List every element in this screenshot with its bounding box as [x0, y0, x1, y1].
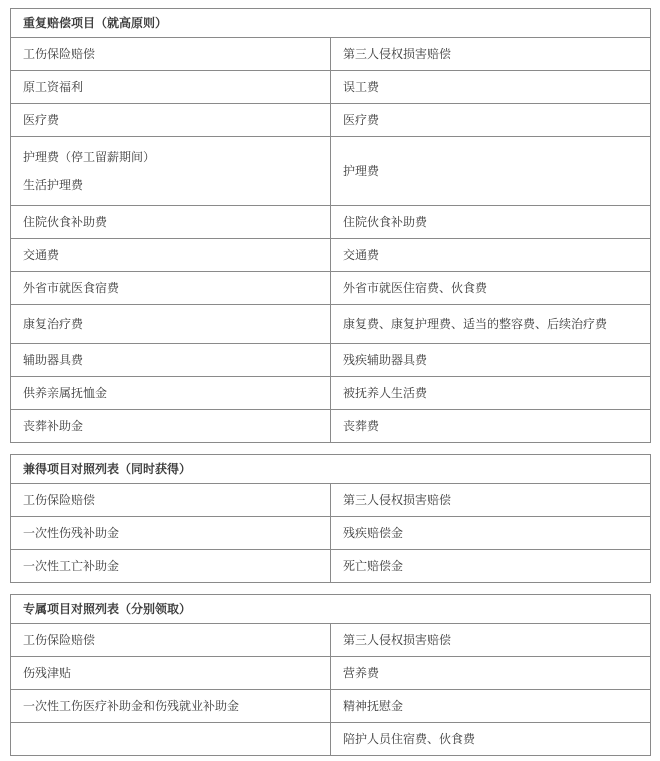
table-cell: 伤残津贴 [11, 657, 331, 690]
table-cell: 第三人侵权损害赔偿 [331, 624, 651, 657]
table-cell: 工伤保险赔偿 [11, 38, 331, 71]
table-cell: 残疾辅助器具费 [331, 344, 651, 377]
table-cell: 原工资福利 [11, 71, 331, 104]
table-cell: 医疗费 [11, 104, 331, 137]
table-cell: 工伤保险赔偿 [11, 624, 331, 657]
exclusive-compensation-table [10, 594, 651, 756]
table-cell: 住院伙食补助费 [331, 206, 651, 239]
table-cell: 供养亲属抚恤金 [11, 377, 331, 410]
table-cell: 辅助器具费 [11, 344, 331, 377]
concurrent-compensation-table [10, 454, 651, 583]
table-cell: 一次性伤残补助金 [11, 517, 331, 550]
repeated-compensation-table [10, 8, 651, 443]
table-cell: 误工费 [331, 71, 651, 104]
table-cell: 一次性工亡补助金 [11, 550, 331, 583]
table-cell: 康复治疗费 [11, 305, 331, 344]
table-cell: 丧葬补助金 [11, 410, 331, 443]
table-cell: 交通费 [331, 239, 651, 272]
table-cell: 第三人侵权损害赔偿 [331, 38, 651, 71]
table-cell: 被抚养人生活费 [331, 377, 651, 410]
table-cell: 死亡赔偿金 [331, 550, 651, 583]
cell-line: 生活护理费 [23, 178, 84, 192]
table-cell: 一次性工伤医疗补助金和伤残就业补助金 [11, 690, 331, 723]
table-cell: 第三人侵权损害赔偿 [331, 484, 651, 517]
table-cell: 康复费、康复护理费、适当的整容费、后续治疗费 [331, 305, 651, 344]
table-cell: 交通费 [11, 239, 331, 272]
table-cell: 工伤保险赔偿 [11, 484, 331, 517]
cell-line: 护理费（停工留薪期间） [23, 150, 156, 164]
section-title: 专属项目对照列表（分别领取） [11, 595, 651, 624]
table-cell: 陪护人员住宿费、伙食费 [331, 723, 651, 756]
section-title: 兼得项目对照列表（同时获得） [11, 455, 651, 484]
table-cell: 住院伙食补助费 [11, 206, 331, 239]
table-cell: 残疾赔偿金 [331, 517, 651, 550]
section-title: 重复赔偿项目（就高原则） [11, 9, 651, 38]
table-cell: 精神抚慰金 [331, 690, 651, 723]
table-cell: 外省市就医食宿费 [11, 272, 331, 305]
table-cell: 营养费 [331, 657, 651, 690]
table-cell [11, 137, 331, 206]
table-cell: 医疗费 [331, 104, 651, 137]
table-cell: 丧葬费 [331, 410, 651, 443]
table-cell: 外省市就医住宿费、伙食费 [331, 272, 651, 305]
table-cell [11, 723, 331, 756]
table-cell: 护理费 [331, 137, 651, 206]
